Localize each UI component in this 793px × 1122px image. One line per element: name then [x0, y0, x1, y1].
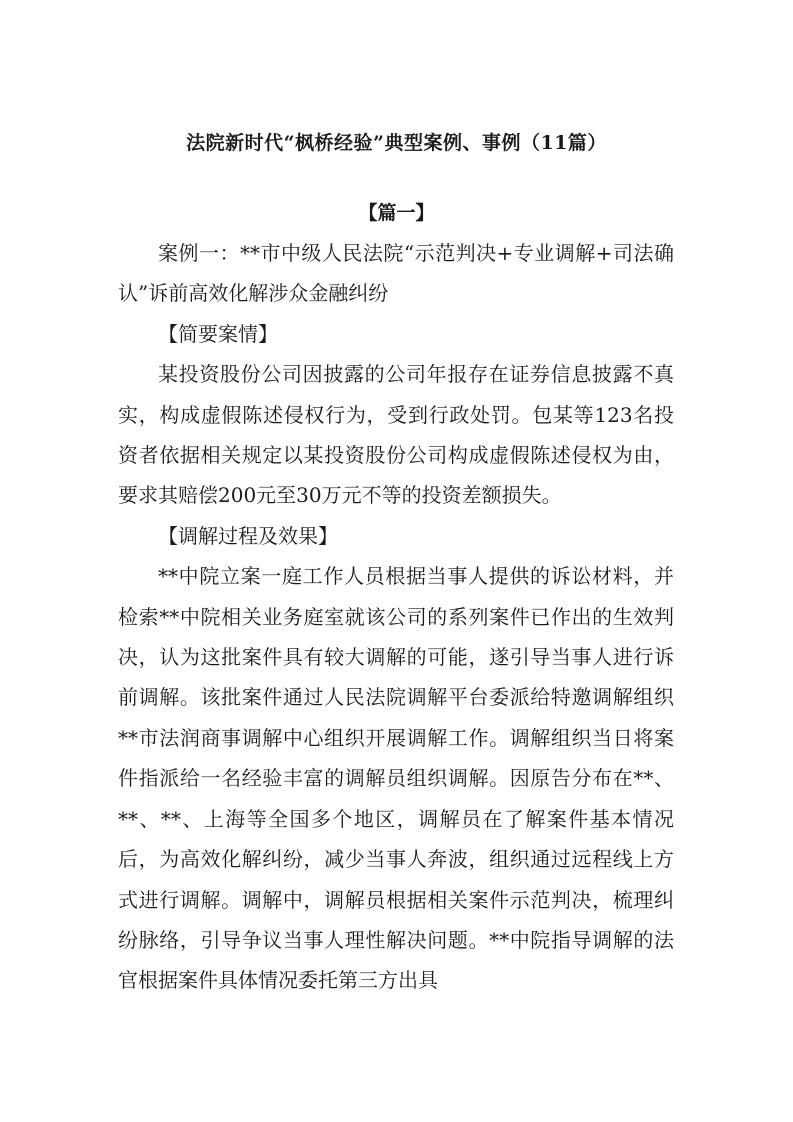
document-title: 法院新时代“枫桥经验”典型案例、事例（11篇）	[186, 132, 607, 154]
case-summary-heading: 【简要案情】	[158, 321, 278, 346]
case-summary-paragraph: 某投资股份公司因披露的公司年报存在证券信息披露不真实，构成虚假陈述侵权行为，受到行政处罚。包某等123名投资者依据相关规定以某投资股份公司构成虚假陈述侵权为由，要求其赔偿200元至30万元不等的投资差额损失。	[118, 362, 674, 508]
document-body	[118, 233, 674, 1001]
mediation-process-heading: 【调解过程及效果】	[158, 523, 338, 548]
section-label: 【篇一】	[358, 202, 435, 224]
mediation-process-paragraph: **中院立案一庭工作人员根据当事人提供的诉讼材料，并检索**中院相关业务庭室就该公司的系列案件已作出的生效判决，认为这批案件具有较大调解的可能，遂引导当事人进行诉前调解。该批案件通过人民法院调解平台委派给特邀调解组织**市法润商事调解中心组织开展调解工作。调解组织当日将案件指派给一名经验丰富的调解员组织调解。因原告分布在**、**、**、上海等全国多个地区，调解员在了解案件基本情况后，为高效化解纠纷，减少当事人奔波，组织通过远程线上方式进行调解。调解中，调解员根据相关案件示范判决，梳理纠纷脉络，引导争议当事人理性解决问题。**中院指导调解的法官根据案件具体情况委托第三方出具	[118, 564, 674, 993]
case-heading-paragraph: 案例一：**市中级人民法院“示范判决+专业调解+司法确认”诉前高效化解涉众金融纠纷	[118, 241, 674, 306]
